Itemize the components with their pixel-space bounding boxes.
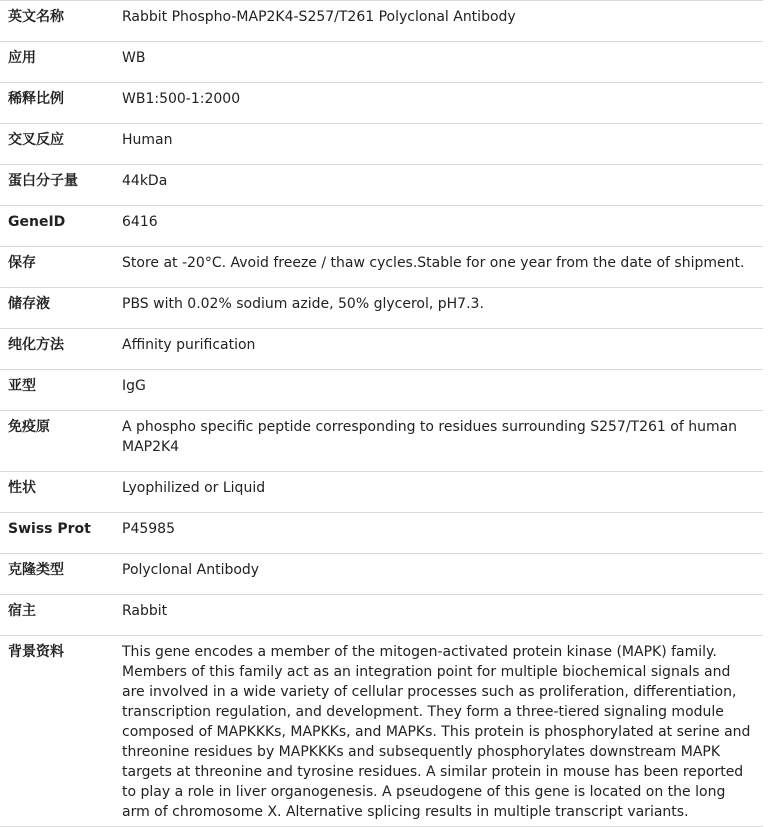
spec-value: Human [114, 124, 763, 165]
spec-label: 纯化方法 [0, 329, 114, 370]
spec-label: 免疫原 [0, 411, 114, 472]
spec-label: 保存 [0, 247, 114, 288]
spec-value: PBS with 0.02% sodium azide, 50% glycerol, pH7.3. [114, 288, 763, 329]
spec-value: WB1:500-1:2000 [114, 83, 763, 124]
spec-row-storage-buffer [0, 288, 763, 329]
spec-row-background [0, 636, 763, 827]
spec-row-english-name [0, 1, 763, 42]
spec-value: Rabbit [114, 595, 763, 636]
spec-label: 亚型 [0, 370, 114, 411]
spec-value: A phospho specific peptide corresponding to residues surrounding S257/T261 of human MAP2K4 [114, 411, 763, 472]
spec-row-storage [0, 247, 763, 288]
spec-label: 蛋白分子量 [0, 165, 114, 206]
spec-row-gene-id [0, 206, 763, 247]
spec-label: 性状 [0, 472, 114, 513]
spec-label: 应用 [0, 42, 114, 83]
spec-row-reactivity [0, 124, 763, 165]
spec-label: Swiss Prot [0, 513, 114, 554]
spec-value: 44kDa [114, 165, 763, 206]
spec-label: 克隆类型 [0, 554, 114, 595]
spec-label: 稀释比例 [0, 83, 114, 124]
spec-value: 6416 [114, 206, 763, 247]
spec-row-isotype [0, 370, 763, 411]
spec-value: Lyophilized or Liquid [114, 472, 763, 513]
spec-row-purification [0, 329, 763, 370]
spec-label: 背景资料 [0, 636, 114, 827]
spec-label: 交叉反应 [0, 124, 114, 165]
spec-value: IgG [114, 370, 763, 411]
spec-label: GeneID [0, 206, 114, 247]
spec-value: Store at -20°C. Avoid freeze / thaw cycles.Stable for one year from the date of shipment. [114, 247, 763, 288]
spec-value: Affinity purification [114, 329, 763, 370]
spec-value: WB [114, 42, 763, 83]
spec-row-clonality [0, 554, 763, 595]
spec-value: Rabbit Phospho-MAP2K4-S257/T261 Polyclonal Antibody [114, 1, 763, 42]
spec-value: Polyclonal Antibody [114, 554, 763, 595]
spec-row-molecular-weight [0, 165, 763, 206]
spec-row-swiss-prot [0, 513, 763, 554]
spec-row-host [0, 595, 763, 636]
spec-label: 储存液 [0, 288, 114, 329]
spec-label: 宿主 [0, 595, 114, 636]
spec-row-application [0, 42, 763, 83]
spec-value: P45985 [114, 513, 763, 554]
spec-label: 英文名称 [0, 1, 114, 42]
spec-row-dilution [0, 83, 763, 124]
spec-value: This gene encodes a member of the mitogen-activated protein kinase (MAPK) family. Members of this family act as an integration point for multiple biochemical signals and are involved in a wide variety of cellular processes such as proliferation, differentiation, transcription regulation, and development. They form a three-tiered signaling module composed of MAPKKKs, MAPKKs, and MAPKs. This protein is phosphorylated at serine and threonine residues by MAPKKKs and subsequently phosphorylates downstream MAPK targets at threonine and tyrosine residues. A similar protein in mouse has been reported to play a role in liver organogenesis. A pseudogene of this gene is located on the long arm of chromosome X. Alternative splicing results in multiple transcript variants. [114, 636, 763, 827]
spec-row-immunogen [0, 411, 763, 472]
spec-row-form [0, 472, 763, 513]
